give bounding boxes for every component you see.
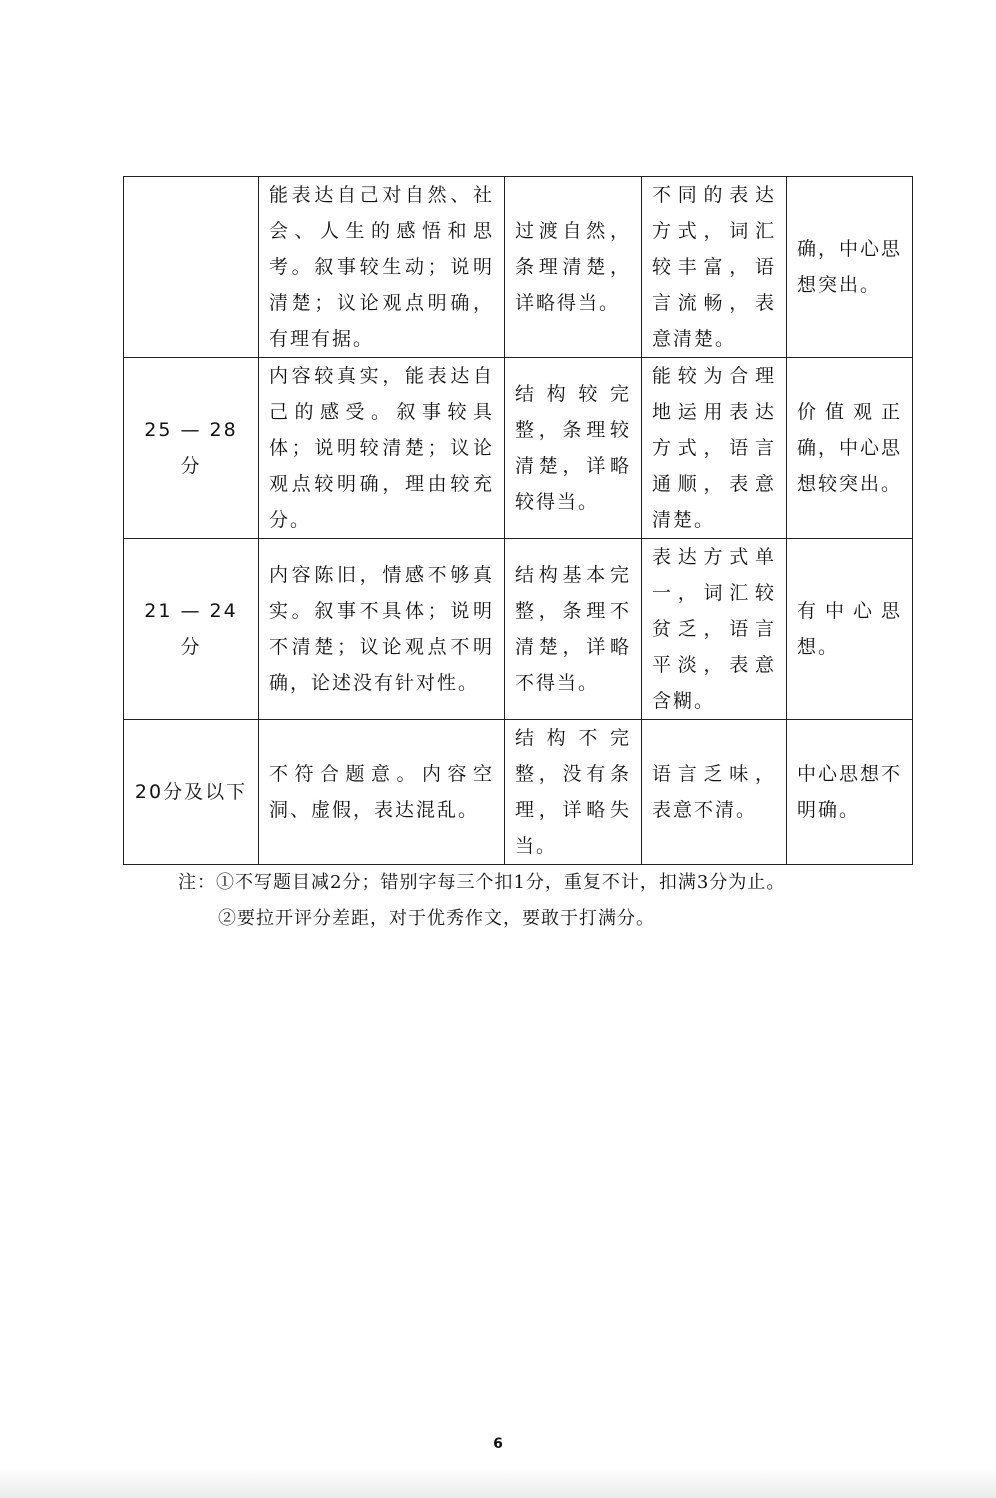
theme-criteria-cell: 有中心思想。 [787,539,913,720]
language-criteria-cell: 不同的表达方式，词汇较丰富，语言流畅，表意清楚。 [642,177,787,358]
score-cell: 25 — 28分 [124,358,259,539]
theme-criteria-cell: 确，中心思想突出。 [787,177,913,358]
structure-criteria-cell: 过渡自然，条理清楚，详略得当。 [505,177,642,358]
language-criteria-cell: 能较为合理地运用表达方式，语言通顺，表意清楚。 [642,358,787,539]
note-line-2: ②要拉开评分差距，对于优秀作文，要敢于打满分。 [218,908,655,929]
page-number: 6 [493,1436,503,1452]
theme-criteria-cell: 中心思想不明确。 [787,720,913,865]
score-cell [124,177,259,358]
content-criteria-cell: 内容较真实，能表达自己的感受。叙事较具体；说明较清楚；议论观点较明确，理由较充分。 [259,358,505,539]
scoring-rubric-table [123,176,913,865]
language-criteria-cell: 语言乏味，表意不清。 [642,720,787,865]
theme-criteria-cell: 价值观正确，中心思想较突出。 [787,358,913,539]
score-cell: 21 — 24分 [124,539,259,720]
table-row [124,177,913,358]
language-criteria-cell: 表达方式单一，词汇较贫乏，语言平淡，表意含糊。 [642,539,787,720]
table-row [124,358,913,539]
scan-edge-shadow [0,1468,996,1498]
content-criteria-cell: 能表达自己对自然、社会、人生的感悟和思考。叙事较生动；说明清楚；议论观点明确，有理有据。 [259,177,505,358]
structure-criteria-cell: 结构较完整，条理较清楚，详略较得当。 [505,358,642,539]
structure-criteria-cell: 结构不完整，没有条理，详略失当。 [505,720,642,865]
structure-criteria-cell: 结构基本完整，条理不清楚，详略不得当。 [505,539,642,720]
content-criteria-cell: 内容陈旧，情感不够真实。叙事不具体；说明不清楚；议论观点不明确，论述没有针对性。 [259,539,505,720]
note-line-1: 注：①不写题目减2分；错别字每三个扣1分，重复不计，扣满3分为止。 [178,872,786,893]
score-cell: 20分及以下 [124,720,259,865]
table-row [124,539,913,720]
table-row [124,720,913,865]
content-criteria-cell: 不符合题意。内容空洞、虚假，表达混乱。 [259,720,505,865]
